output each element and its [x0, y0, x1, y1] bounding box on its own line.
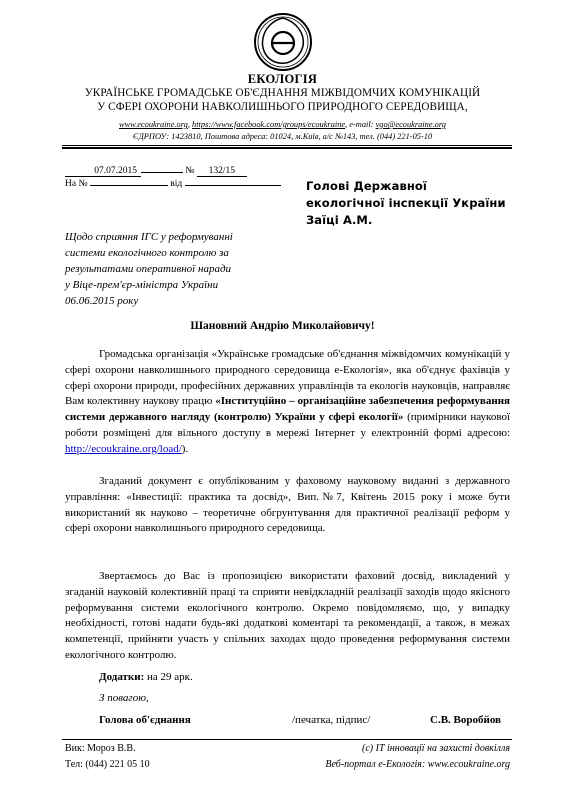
salutation: Шановний Андрію Миколайовичу! — [190, 320, 375, 332]
outgoing-date: 07.07.2015 — [65, 166, 141, 177]
subject-line-2: системи екологічного контролю за — [65, 247, 229, 259]
reply-from-label: від — [170, 179, 183, 189]
org-name-line-1: УКРАЇНСЬКЕ ГРОМАДСЬКЕ ОБ'ЄДНАННЯ МІЖВІДОМЧИХ КОМУНІКАЦІЙ — [84, 87, 481, 99]
attachments-label: Додатки: — [99, 671, 145, 683]
organization-logo — [253, 12, 313, 72]
p2-text: Згаданий документ є опублікованим у фаховому науковому виданні з державного управління: «Інвестиції: практика та досвід», Вип.№7, Квітень 2015 року і може бути використаний як науково – теоретичне обгрунтування для практичної реалізації реформ у сфері охорони навколишнього природного середовища. — [65, 475, 510, 535]
email-link[interactable]: vgo@ecoukraine.org — [375, 120, 446, 129]
regards: З повагою, — [99, 692, 149, 704]
incoming-registration — [65, 175, 281, 189]
website-link[interactable]: www.ecoukraine.org — [119, 120, 188, 129]
link-separator: , — [187, 120, 193, 129]
org-short-name: ЕКОЛОГІЯ — [247, 72, 318, 86]
email-label: , e-mail: — [345, 120, 376, 129]
paragraph-1 — [65, 347, 510, 458]
footer-slogan: (с) ІТ інновації на захисті довкілля — [362, 743, 510, 754]
header-divider-thick — [62, 147, 512, 149]
attachments — [99, 671, 193, 683]
footer-phone: Тел: (044) 221 05 10 — [65, 759, 150, 770]
subject-line-4: у Віце-прем'єр-міністра України — [65, 279, 219, 291]
recipient-line-3: Заїці А.М. — [306, 213, 373, 227]
p1-text-c: ). — [181, 442, 189, 455]
header-divider — [62, 145, 512, 146]
paragraph-3 — [65, 569, 510, 664]
paragraph-2 — [65, 474, 510, 537]
contact-links — [0, 120, 565, 129]
download-link[interactable]: http://ecoukraine.org/load/ — [65, 442, 182, 455]
reply-number-label: На № — [65, 179, 88, 189]
footer-portal: Веб-портал е-Екологія: www.ecoukraine.org — [325, 759, 510, 770]
p1-work-title: «Інституційно – організаційне забезпечення реформування системи державного нагляду (контролю) України у сфері екології» — [65, 395, 510, 424]
org-full-name — [0, 86, 565, 114]
recipient-block — [306, 178, 506, 229]
outgoing-number: 132/15 — [197, 166, 247, 177]
signer-name: С.В. Воробйов — [430, 714, 501, 726]
stamp-signature-note: /печатка, підпис/ — [292, 714, 371, 726]
facebook-link[interactable]: https://www.facebook.com/groups/ecoukraine — [192, 120, 346, 129]
footer-divider — [62, 739, 512, 740]
postal-address: ЄДРПОУ: 1423810, Поштова адреса: 01024, м.Київ, а/с №143, тел. (044) 221-05-10 — [132, 132, 433, 141]
recipient-line-1: Голові Державної — [306, 179, 427, 193]
subject-line-3: результатами оперативної наради — [65, 263, 232, 275]
p1-text-a: Громадська організація «Українське громадське об'єднання міжвідомчих комунікацій у сфері охорони навколишнього природного середовища е-Екологія», яка об'єднує фахівців у сфері охорони природи, професійних державних управлінців та екологів науковців, направляє Вам колективну наукову працю — [65, 348, 510, 408]
attachments-value: на 29 арк. — [144, 671, 193, 683]
footer-executor: Вик: Мороз В.В. — [65, 743, 136, 754]
p3-text: Звертаємось до Вас із пропозицією використати фаховий досвід, викладений у згаданій науковій колективній праці та сприяти невідкладній реалізації заходів щодо якісного реформування системи екологічного контролю. Окремо повідомляємо, що, у випадку необхідності, готові надати будь-які додаткові коментарі та рекомендації, а також, в межах компетенції, прийняти участь у спільних заходах щодо проведення реформування системи екологічного контролю. — [65, 570, 510, 661]
subject-line-1: Щодо сприяння ІГС у реформуванні — [65, 231, 233, 243]
p1-text-b: (примірники наукової роботи розміщені для вільного доступу в мережі Інтернет у електронній формі адресою: — [65, 411, 510, 439]
number-label: № — [185, 166, 195, 176]
org-name-line-2: У СФЕРІ ОХОРОНИ НАВКОЛИШНЬОГО ПРИРОДНОГО СЕРЕДОВИЩА, — [97, 101, 468, 113]
subject-line-5: 06.06.2015 року — [65, 295, 139, 307]
signer-position: Голова об'єднання — [99, 714, 191, 726]
recipient-line-2: екологічної інспекції України — [306, 196, 506, 210]
subject-block — [65, 229, 275, 309]
